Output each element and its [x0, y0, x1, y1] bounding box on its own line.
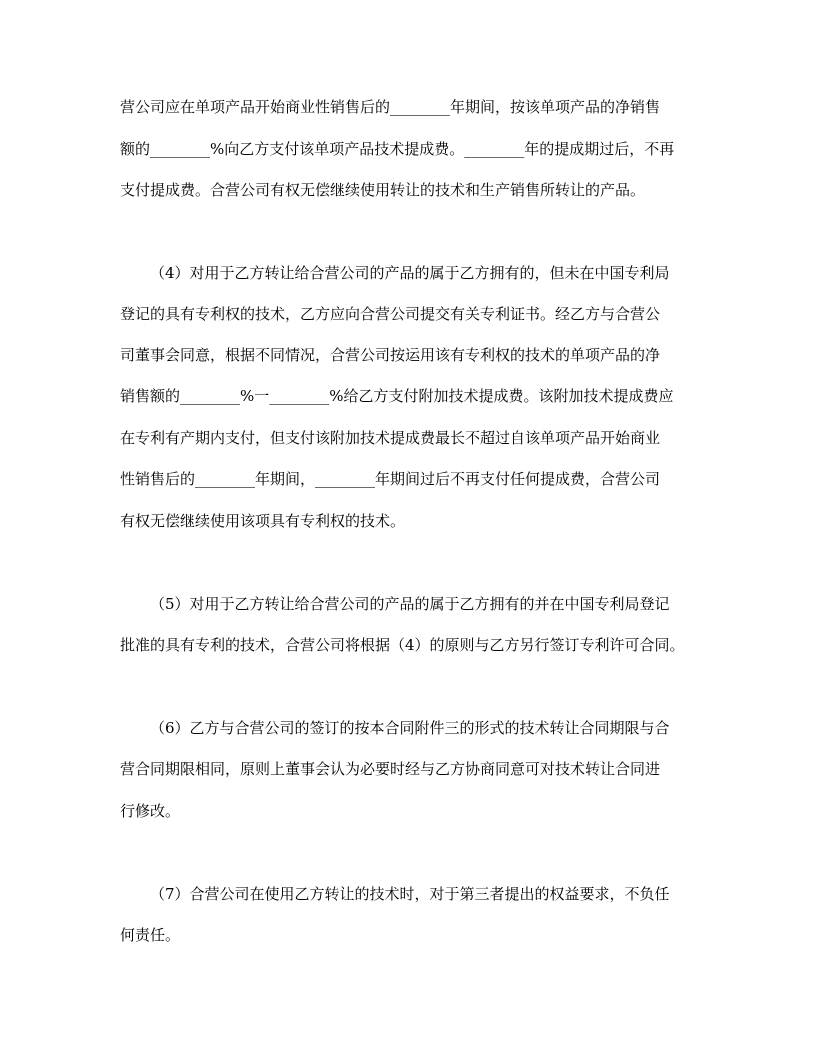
- text-line: 营合同期限相同，原则上董事会认为必要时经与乙方协商同意可对技术转让合同进: [120, 760, 661, 778]
- text-line: 司董事会同意，根据不同情况，合营公司按运用该有专利权的技术的单项产品的净: [120, 346, 661, 364]
- text-line: 行修改。: [120, 802, 181, 820]
- text-line: 在专利有产期内支付，但支付该附加技术提成费最长不超过自该单项产品开始商业: [120, 429, 661, 447]
- text-line: 营公司应在单项产品开始商业性销售后的________年期间，按该单项产品的净销售: [120, 98, 661, 116]
- text-line: 有权无偿继续使用该项具有专利权的技术。: [120, 512, 406, 530]
- paragraph-7-first-line: （7）合营公司在使用乙方转让的技术时，对于第三者提出的权益要求，不负任: [150, 885, 670, 903]
- text-line: 何责任。: [120, 926, 181, 944]
- paragraph-4-first-line: （4）对用于乙方转让给合营公司的产品的属于乙方拥有的，但未在中国专利局: [150, 264, 670, 282]
- text-line: 批准的具有专利的技术，合营公司将根据（4）的原则与乙方另行签订专利许可合同。: [120, 636, 685, 654]
- text-line: 销售额的________%一________%给乙方支付附加技术提成费。该附加技术提成费应: [120, 387, 674, 405]
- text-line: 性销售后的________年期间，________年期间过后不再支付任何提成费，合营公司: [120, 470, 661, 488]
- text-line: 额的________%向乙方支付该单项产品技术提成费。________年的提成期过后，不再: [120, 140, 675, 158]
- text-line: 支付提成费。合营公司有权无偿继续使用转让的技术和生产销售所转让的产品。: [120, 181, 646, 199]
- paragraph-5-first-line: （5）对用于乙方转让给合营公司的产品的属于乙方拥有的并在中国专利局登记: [150, 595, 670, 613]
- paragraph-6-first-line: （6）乙方与合营公司的签订的按本合同附件三的形式的技术转让合同期限与合: [150, 719, 670, 737]
- text-line: 登记的具有专利权的技术，乙方应向合营公司提交有关专利证书。经乙方与合营公: [120, 305, 661, 323]
